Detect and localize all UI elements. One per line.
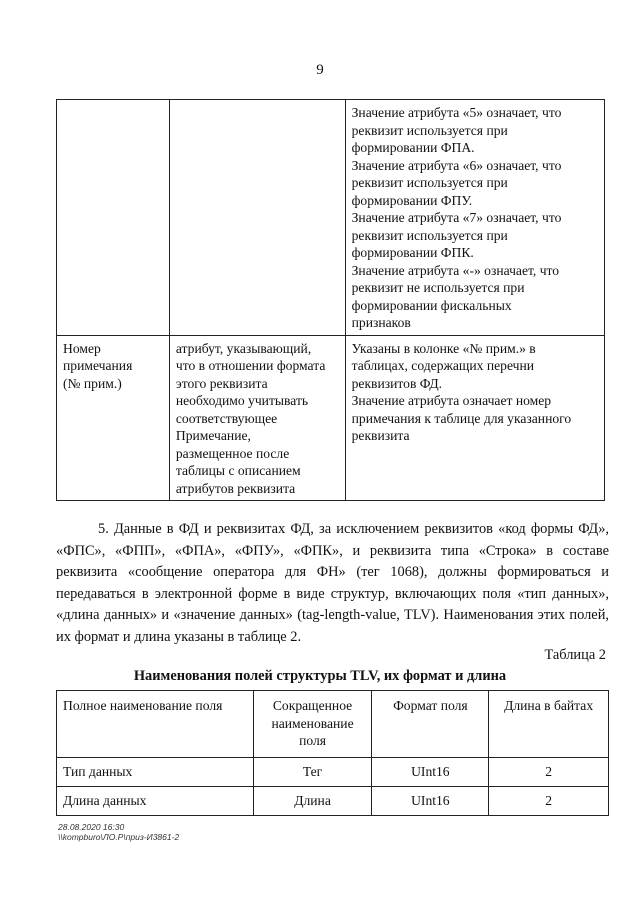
cell-line: атрибут, указывающий, — [175, 340, 312, 356]
cell-line: таблицы с описанием — [175, 463, 301, 478]
table-cell: Тип данных — [57, 758, 254, 787]
cell-line: необходимо учитывать — [175, 393, 309, 408]
cell-line: формировании ФПУ. — [351, 192, 473, 208]
table-header-row — [57, 691, 609, 758]
cell-line: реквизит используется при — [351, 227, 508, 243]
file-path-stamp: \\kompburo\ЛО.Р\приз-И3861-2 — [58, 832, 180, 842]
print-timestamp: 28.08.2020 16:30 — [58, 822, 125, 832]
page-number: 9 — [316, 62, 324, 78]
cell-line: реквизит используется при — [351, 175, 508, 190]
column-header: Формат поля — [372, 691, 489, 758]
table-title: Наименования полей структуры TLV, их формат и длина — [133, 668, 507, 684]
cell-line: формировании ФПА. — [351, 140, 475, 155]
cell-line: (№ прим.) — [63, 375, 122, 391]
cell-line: таблицах, содержащих перечни — [351, 358, 535, 373]
cell-line: формировании фискальных — [351, 297, 512, 313]
cell-line: признаков — [351, 315, 411, 330]
cell-line: реквизита — [351, 428, 410, 443]
cell-line: реквизит используется при — [351, 122, 508, 138]
table-cell-attribute-values — [345, 335, 604, 501]
table-row — [57, 335, 605, 501]
table-cell: Тег — [253, 758, 372, 787]
cell-line: что в отношении формата — [175, 358, 326, 373]
cell-line: формировании ФПК. — [351, 245, 474, 260]
cell-line: атрибутов реквизита — [175, 480, 296, 496]
table-cell: UInt16 — [372, 787, 489, 816]
cell-line: Номер — [63, 340, 101, 356]
cell-line: размещенное после — [175, 445, 290, 461]
table-cell-attribute-name — [57, 335, 170, 501]
table-label: Таблица 2 — [544, 647, 606, 663]
table-cell: Длина — [253, 787, 372, 816]
table-cell-attribute-values — [345, 100, 604, 336]
cell-line: Значение атрибута «-» означает, что — [351, 262, 560, 278]
cell-line: Указаны в колонке «№ прим.» в — [351, 340, 536, 356]
cell-line: этого реквизита — [175, 375, 268, 391]
table-cell: 2 — [489, 758, 609, 787]
table-row — [57, 758, 609, 787]
table-cell: Длина данных — [57, 787, 254, 816]
column-header: Полное наименование поля — [57, 691, 254, 758]
cell-line: реквизитов ФД. — [351, 375, 442, 391]
cell-line: Значение атрибута означает номер — [351, 393, 552, 408]
cell-line: примечания к таблице для указанного — [351, 410, 572, 426]
tlv-fields-table — [56, 690, 609, 816]
table-cell-empty-2 — [169, 100, 345, 336]
cell-line: Примечание, — [175, 428, 251, 443]
column-header: Сокращенное наименование поля — [253, 691, 372, 758]
table-row — [57, 100, 605, 336]
cell-line: примечания — [63, 358, 133, 373]
cell-line: реквизит не используется при — [351, 280, 525, 295]
attributes-table — [56, 99, 605, 501]
table-row — [57, 787, 609, 816]
cell-line: соответствующее — [175, 410, 278, 426]
table-cell-empty-1 — [57, 100, 170, 336]
body-paragraph: 5. Данные в ФД и реквизитах ФД, за исключением реквизитов «код формы ФД», «ФПС», «ФПП», «ФПА», «ФПУ», «ФПК», и реквизита типа «Строка» в составе реквизита «сообщение оператора для ФН» (тег 1068), должны формироваться и передаваться в электронной форме в виде структур, включающих поля «тип данных», «длина данных» и «значение данных» (tag-length-value, TLV). Наименования этих полей, их формат и длина указаны в таблице 2. — [56, 521, 609, 645]
table-cell: 2 — [489, 787, 609, 816]
table-cell: UInt16 — [372, 758, 489, 787]
column-header: Длина в байтах — [489, 691, 609, 758]
cell-line: Значение атрибута «6» означает, что — [351, 157, 562, 173]
table-cell-attribute-description — [169, 335, 345, 501]
cell-line: Значение атрибута «5» означает, что — [351, 105, 562, 120]
cell-line: Значение атрибута «7» означает, что — [351, 210, 562, 225]
